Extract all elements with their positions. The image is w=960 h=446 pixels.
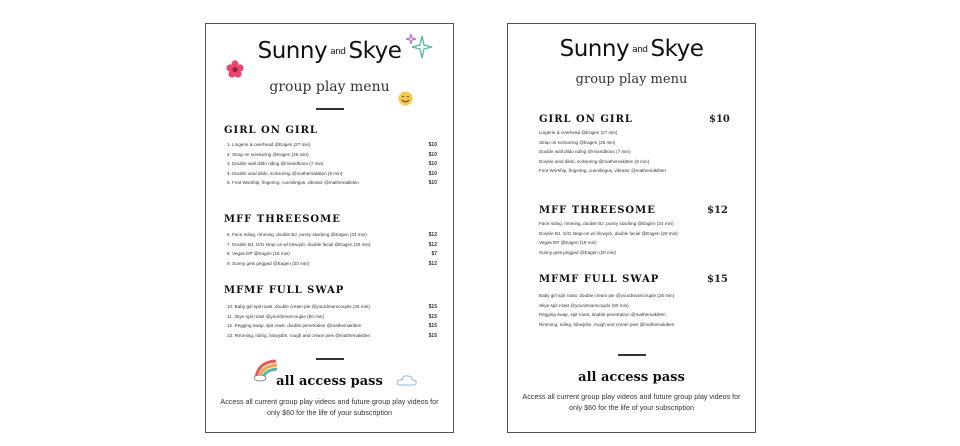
list-item: Double anal dildo, scissoring @mathemakitten (8 min) (539, 158, 650, 164)
list-item: Double BJ, G/G strap-on w/ blowjob, double facial @Eagen (20 min) (539, 230, 678, 236)
list-item: 7. Double BJ, G/G strap on w/ blowjob, double facial @Eagen (20 min) (227, 241, 371, 247)
sparkle-icon (404, 32, 434, 62)
section-title-mff: MFF THREESOME (539, 205, 656, 216)
all-access-pass-title: all access pass (578, 370, 685, 385)
list-item: Face riding, rimming, double BJ, pussy stacking @Eagen (24 min) (539, 221, 674, 226)
list-item-price: $15 (428, 332, 437, 339)
list-item: 4. Double anal dildo, scissoring @mathemakitten (8 min) (227, 170, 343, 176)
section-title-gog: GIRL ON GIRL (539, 114, 633, 125)
menu-subtitle: group play menu (269, 79, 390, 95)
divider (316, 358, 344, 360)
list-item: Skye spit roast @yourdreamcouple (50 min) (539, 302, 629, 308)
list-item-price: $10 (428, 142, 437, 148)
list-item: 3. Double wall dildo riding @miandbooo (7 min) (227, 161, 324, 167)
list-item: 12. Pegging swap, spit roast, double penetration @mathemakitten (227, 323, 362, 329)
list-item-price: $7 (431, 251, 437, 258)
list-item: Strap on scissoring @Eagen (25 min) (539, 139, 616, 145)
brand-right: Skye (348, 38, 402, 64)
divider (618, 354, 646, 356)
list-item: 10. Baby girl spit roast, double cream pie @yourdreamcouple (25 min) (227, 304, 370, 309)
list-item: 6. Face riding, rimming, double BJ, pussy stacking @Eagen (24 min) (227, 232, 367, 237)
cloud-icon (396, 373, 418, 387)
list-item-price: $10 (428, 161, 437, 168)
list-item-price: $15 (428, 323, 437, 330)
list-item-price: $12 (428, 241, 437, 248)
brand-and: and (632, 44, 648, 55)
list-item-price: $12 (428, 232, 437, 238)
section-title-mfmf: MFMF FULL SWAP (224, 285, 345, 296)
all-access-pass-title: all access pass (276, 374, 383, 389)
all-access-pass-description: Access all current group play videos and future group play videos for only $60 for the life of your subscription (220, 397, 439, 417)
menu-card-right (507, 23, 756, 433)
list-item: 11. Skye spit roast @yourdreamcouple (50 min) (227, 313, 325, 319)
brand-logo (508, 36, 755, 62)
list-item: Baby girl spit roast, double cream pie @yourdreamcouple (25 min) (539, 293, 675, 298)
list-item-price: $10 (428, 170, 437, 177)
smiley-icon (398, 91, 413, 106)
list-item: Lingerie & overhead @Eagen (27 min) (539, 130, 618, 135)
section-price-mfmf: $15 (707, 274, 728, 285)
all-access-pass-description: Access all current group play videos and future group play videos for only $60 for the life of your subscription (522, 392, 741, 412)
list-item: Vegas DP @Eagen (18 min) (539, 240, 597, 246)
list-item: 8. Vegas DP @Eagen (18 min) (227, 251, 290, 257)
list-item: Rimming, riding, blowjobs, rough and cream pies @mathemakitten (539, 321, 675, 327)
section-price-gog: $10 (709, 114, 730, 125)
list-item: 1. Lingerie & overhead @Eagen (27 min) (227, 142, 311, 147)
menu-subtitle: group play menu (575, 72, 688, 87)
section-title-mff: MFF THREESOME (224, 214, 341, 225)
section-title-mfmf: MFMF FULL SWAP (539, 274, 660, 285)
list-item-price: $15 (428, 304, 437, 310)
divider (316, 108, 344, 110)
list-item: Foot Worship, fingering, cunnilingus, vibrator @mathemakitten (539, 168, 666, 174)
list-item: 5. Foot Worship, fingering, cunnilingus, vibrator @mathemakitten (227, 180, 359, 186)
list-item: Sunny gets pegged @Eagen (20 min) (539, 249, 616, 255)
list-item: 13. Rimming, riding, blowjobs, rough and cream pies @mathemakitten (227, 332, 371, 338)
list-item: Pegging swap, spit roast, double penetration @mathemakitten (539, 312, 666, 318)
list-item: 2. Strap on scissoring @Eagen (25 min) (227, 151, 309, 157)
list-item-price: $15 (428, 313, 437, 320)
list-item-price: $10 (428, 151, 437, 158)
list-item: 9. Sunny gets pegged @Eagen (20 min) (227, 260, 310, 266)
menu-card-left (205, 23, 454, 433)
section-price-mff: $12 (707, 205, 728, 216)
list-item: Double wall dildo riding @miandbooo (7 min) (539, 149, 631, 155)
list-item-price: $10 (428, 180, 437, 187)
section-title-gog: GIRL ON GIRL (224, 125, 318, 136)
brand-and: and (330, 46, 346, 57)
brand-left: Sunny (559, 36, 630, 62)
brand-right: Skye (650, 36, 704, 62)
list-item-price: $12 (428, 260, 437, 267)
brand-left: Sunny (257, 38, 328, 64)
